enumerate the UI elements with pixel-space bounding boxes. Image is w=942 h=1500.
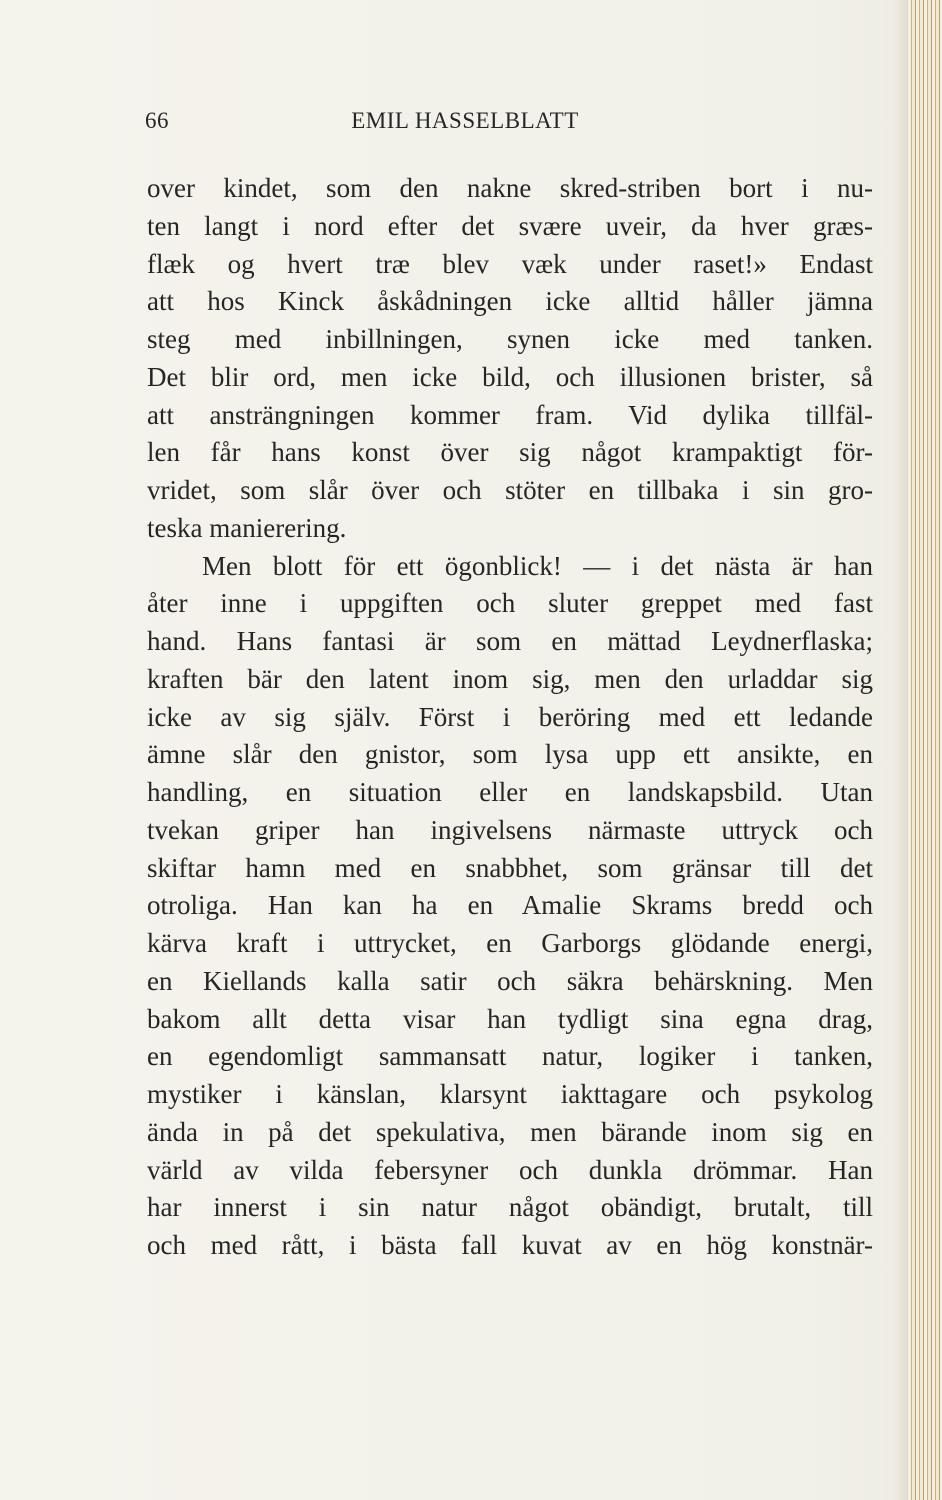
text-line: ten langt i nord efter det svære uveir, da hver græs-: [147, 210, 873, 241]
running-head-author: EMIL HASSELBLATT: [351, 108, 579, 133]
text-line: kraften bär den latent inom sig, men den urladdar sig: [147, 663, 873, 694]
text-line: over kindet, som den nakne skred-striben bort i nu-: [147, 173, 873, 203]
text-line: vridet, som slår över och stöter en tillbaka i sin gro-: [147, 475, 873, 505]
text-line: handling, en situation eller en landskapsbild. Utan: [147, 777, 873, 807]
running-head: [145, 108, 873, 138]
text-line: en egendomligt sammansatt natur, logiker i tanken,: [147, 1041, 873, 1072]
text-line: len får hans konst över sig något krampaktigt för-: [147, 437, 873, 468]
page-edge: [908, 0, 942, 1500]
text-line: och med rått, i bästa fall kuvat av en hög konstnär-: [147, 1230, 873, 1260]
text-line: otroliga. Han kan ha en Amalie Skrams bredd och: [147, 890, 873, 921]
text-line: skiftar hamn med en snabbhet, som gränsar till det: [147, 852, 873, 883]
text-line: att hos Kinck åskådningen icke alltid håller jämna: [147, 286, 873, 317]
text-line: har innerst i sin natur något obändigt, brutalt, till: [147, 1192, 873, 1223]
text-line: Men blott för ett ögonblick! — i det nästa är han: [202, 550, 873, 581]
text-line: mystiker i känslan, klarsynt iakttagare och psykolog: [147, 1079, 873, 1109]
text-line: värld av vilda febersyner och dunkla drömmar. Han: [147, 1154, 873, 1185]
page-number: 66: [145, 108, 169, 133]
text-line: tvekan griper han ingivelsens närmaste uttryck och: [147, 814, 873, 845]
text-line: åter inne i uppgiften och sluter greppet med fast: [147, 588, 873, 619]
text-line: ämne slår den gnistor, som lysa upp ett ansikte, en: [147, 739, 873, 770]
text-line: att ansträngningen kommer fram. Vid dylika tillfäl-: [147, 399, 873, 430]
text-line: flæk og hvert træ blev væk under raset!» Endast: [147, 248, 873, 279]
text-line: kärva kraft i uttrycket, en Garborgs glödande energi,: [147, 928, 873, 958]
text-line: ända in på det spekulativa, men bärande inom sig en: [147, 1116, 873, 1147]
page-gutter-shadow: [894, 0, 908, 1500]
text-line: teska manierering.: [147, 512, 347, 543]
text-line: steg med inbillningen, synen icke med tanken.: [147, 324, 873, 354]
text-line: bakom allt detta visar han tydligt sina egna drag,: [147, 1003, 873, 1034]
text-line: hand. Hans fantasi är som en mättad Leydnerflaska;: [147, 626, 873, 656]
text-line: Det blir ord, men icke bild, och illusionen brister, så: [147, 361, 873, 392]
text-line: en Kiellands kalla satir och säkra behärskning. Men: [147, 965, 873, 996]
body-text: [147, 170, 873, 1265]
text-line: icke av sig själv. Först i beröring med ett ledande: [147, 701, 873, 732]
